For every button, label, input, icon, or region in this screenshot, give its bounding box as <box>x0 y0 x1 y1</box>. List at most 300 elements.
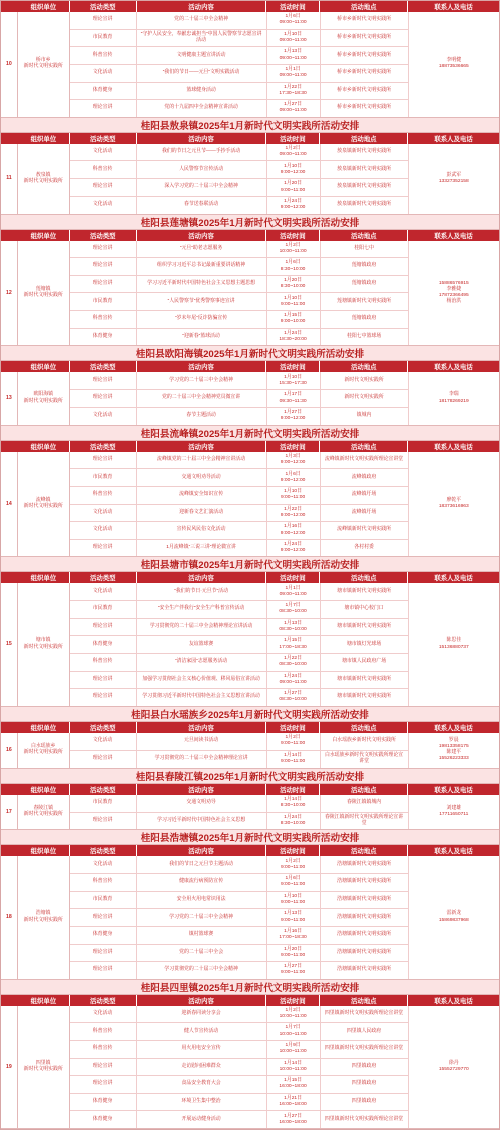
activity-location: 浩塘镇新时代文明实践所 <box>321 927 409 944</box>
table-row <box>70 909 409 927</box>
activity-location: 白水瑶族乡新时代文明实践所理论宣讲堂 <box>321 751 409 768</box>
activity-content: 健康流行病预防宣传 <box>137 874 267 891</box>
header-type: 活动类型 <box>70 722 137 733</box>
header-num <box>1 572 18 583</box>
activity-content: 我们的节日之元旦节——手抄手活动 <box>137 144 267 161</box>
header-org: 组织单位 <box>18 845 70 856</box>
table-row <box>70 329 409 346</box>
section-block <box>1 118 499 215</box>
header-time: 活动时间 <box>266 995 320 1006</box>
activity-location: 塘市镇灯光球场 <box>321 636 409 653</box>
row-number: 15 <box>1 583 18 705</box>
activity-type: 体育健身 <box>70 636 137 653</box>
activity-location: 流峰镇政府 <box>321 469 409 486</box>
contact-info: 彭武军 13327352158 <box>438 172 469 184</box>
activity-type: 市民教育 <box>70 601 137 618</box>
org-unit: 敖泉镇 新时代文明实践所 <box>18 144 70 214</box>
section-title: 桂阳县四里镇2025年1月新时代文明实践所活动安排 <box>1 980 499 995</box>
activity-time: 1月24日 09:00~11:00 <box>267 672 321 689</box>
section-block <box>1 980 499 1129</box>
activity-content: 篮球健身活动 <box>137 83 267 100</box>
table-row <box>70 1076 409 1094</box>
activity-location: 各村村委 <box>321 540 409 557</box>
activity-type: 理论宣讲 <box>70 179 137 196</box>
section-grid <box>1 1006 499 1128</box>
table-row <box>70 12 409 30</box>
activity-location: 塘市镇新时代文明实践所 <box>321 689 409 706</box>
activity-type: 科普宣传 <box>70 161 137 178</box>
activity-content: 学习党的二十届三中全会精神 <box>137 372 267 389</box>
section-grid <box>1 12 499 117</box>
header-org: 组织单位 <box>18 572 70 583</box>
activity-type: 体育健身 <box>70 83 137 100</box>
section-block <box>1 1 499 118</box>
header-org: 组织单位 <box>18 784 70 795</box>
activity-location: 桥市乡新时代文明实践所 <box>321 12 409 29</box>
activity-rows <box>70 1006 409 1128</box>
header-type: 活动类型 <box>70 1 137 12</box>
activity-location: 桂阳七中 <box>321 241 409 258</box>
table-row <box>70 179 409 197</box>
activity-time: 1月22日 17:30~18:30 <box>267 83 321 100</box>
section-block <box>1 707 499 769</box>
activity-type: 理论宣讲 <box>70 813 137 830</box>
header-num <box>1 845 18 856</box>
activity-type: 理论宣讲 <box>70 12 137 29</box>
header-type: 活动类型 <box>70 784 137 795</box>
table-row <box>70 1111 409 1128</box>
header-content: 活动内容 <box>137 1 267 12</box>
org-unit: 塘市镇 新时代文明实践所 <box>18 583 70 705</box>
activity-type: 理论宣讲 <box>70 372 137 389</box>
activity-content: 学习贯彻党的二十届三中全会精神理论宣讲活动 <box>137 619 267 636</box>
org-unit: 四里镇 新时代文明实践所 <box>18 1006 70 1128</box>
header-content: 活动内容 <box>137 361 267 372</box>
activity-location: 浩塘镇新时代文明实践所 <box>321 945 409 962</box>
contact-info: 雷新龙 15869837968 <box>438 911 469 923</box>
table-header <box>1 361 499 372</box>
activity-content: 学习贯彻党的二十届三中全会精神 <box>137 962 267 979</box>
activity-content: 人民警察节宣传活动 <box>137 161 267 178</box>
section-block <box>1 346 499 425</box>
activity-location: 白水瑶族乡新时代文明实践所 <box>321 733 409 750</box>
table-row <box>70 733 409 751</box>
table-row <box>70 1006 409 1024</box>
activity-location: 敖泉镇新时代文明实践所 <box>321 197 409 214</box>
header-type: 活动类型 <box>70 230 137 241</box>
activity-type: 理论宣讲 <box>70 276 137 293</box>
header-contact: 联系人及电话 <box>434 4 473 11</box>
header-location: 活动地点 <box>320 722 408 733</box>
activity-location: 浩塘镇新时代文明实践所 <box>321 909 409 926</box>
table-row <box>70 1041 409 1059</box>
activity-content: 我们的节日之元旦节主题活动 <box>137 856 267 873</box>
header-location: 活动地点 <box>320 845 408 856</box>
activity-content: “守护人民安全，奉献忠诚担当”中国人民警察节志愿宣讲活动 <box>137 30 267 47</box>
activity-location: 塘市镇人民政府广场 <box>321 654 409 671</box>
header-org: 组织单位 <box>18 722 70 733</box>
header-type: 活动类型 <box>70 133 137 144</box>
table-row <box>70 927 409 945</box>
activity-time: 1月6日 09:00~11:00 <box>267 12 321 29</box>
header-org: 组织单位 <box>18 133 70 144</box>
activity-type: 文化活动 <box>70 522 137 539</box>
activity-type: 理论宣讲 <box>70 689 137 706</box>
activity-time: 1月27日 16:00~18:00 <box>267 1111 321 1128</box>
activity-content: 组织学习习近平总书记最新重要讲话精神 <box>137 258 267 275</box>
activity-time: 1月17日 09:30~11:30 <box>267 390 321 407</box>
header-time: 活动时间 <box>266 361 320 372</box>
activity-location: 塘市镇新时代文明实践所 <box>321 619 409 636</box>
activity-type: 科普宣传 <box>70 487 137 504</box>
activity-content: “元旦”助老志愿服务 <box>137 241 267 258</box>
table-row <box>70 276 409 294</box>
header-time: 活动时间 <box>266 133 320 144</box>
activity-content: 党的二十届三中全会精神 <box>137 12 267 29</box>
activity-type: 理论宣讲 <box>70 962 137 979</box>
activity-type: 科普宣传 <box>70 654 137 671</box>
activity-rows <box>70 241 409 346</box>
table-row <box>70 65 409 83</box>
header-content: 活动内容 <box>137 784 267 795</box>
activity-type: 文化活动 <box>70 505 137 522</box>
header-num <box>1 784 18 795</box>
table-row <box>70 540 409 557</box>
section-grid <box>1 856 499 978</box>
table-row <box>70 47 409 65</box>
header-contact: 联系人及电话 <box>434 724 473 732</box>
table-header <box>1 441 499 452</box>
header-location: 活动地点 <box>320 784 408 795</box>
activity-time: 1月20日 9:00~11:00 <box>267 945 321 962</box>
contact-info: 李明健 18873536665 <box>438 58 469 70</box>
activity-content: 友谊篮球赛 <box>137 636 267 653</box>
activity-type: 体育健身 <box>70 329 137 346</box>
activity-type: 市民教育 <box>70 30 137 47</box>
header-time: 活动时间 <box>266 784 320 795</box>
activity-type: 文化活动 <box>70 583 137 600</box>
org-unit: 浩塘镇 新时代文明实践所 <box>18 856 70 978</box>
org-unit: 桥市乡 新时代文明实践所 <box>18 12 70 117</box>
activity-location: 浩塘镇新时代文明实践所 <box>321 962 409 979</box>
header-location: 活动地点 <box>320 230 408 241</box>
activity-content: 加强学习贯彻社会主义核心价值观、移风易俗宣讲活动 <box>137 672 267 689</box>
org-unit: 流峰镇 新时代文明实践所 <box>18 452 70 557</box>
header-num <box>1 722 18 733</box>
table-row <box>70 197 409 214</box>
header-contact: 联系人及电话 <box>434 575 473 583</box>
activity-type: 体育健身 <box>70 1094 137 1111</box>
row-number: 16 <box>1 733 18 768</box>
header-content: 活动内容 <box>137 133 267 144</box>
activity-time: 1月15日 9:00~10:00 <box>267 311 321 328</box>
activity-type: 文化活动 <box>70 197 137 214</box>
activity-time: 1月10日 09:00~11:00 <box>267 30 321 47</box>
activity-location: 桥市乡新时代文明实践所 <box>321 30 409 47</box>
section-grid <box>1 733 499 768</box>
activity-content: 党的二十届三中全会 <box>137 945 267 962</box>
section-grid <box>1 372 499 424</box>
header-num <box>1 441 18 452</box>
activity-content: “迎新春”篮球活动 <box>137 329 267 346</box>
header-location: 活动地点 <box>320 361 408 372</box>
activity-time: 1月24日 8:30~10:00 <box>267 813 321 830</box>
activity-rows <box>70 733 409 768</box>
activity-content: 健人节宣传活动 <box>137 1023 267 1040</box>
activity-content: 学习贯彻党的二十届三中全会精神理论宣讲 <box>137 751 267 768</box>
activity-location: 浩塘镇新时代文明实践所 <box>321 874 409 891</box>
activity-content: 环境卫生集中整治 <box>137 1094 267 1111</box>
activity-time: 1月2日 9:00~11:00 <box>267 733 321 750</box>
activity-time: 1月10日 9:00~11:00 <box>267 487 321 504</box>
activity-location: 镇城内 <box>321 408 409 425</box>
activity-time: 1月2日 09:00~11:00 <box>267 144 321 161</box>
row-number: 14 <box>1 452 18 557</box>
activity-rows <box>70 12 409 117</box>
activity-type: 理论宣讲 <box>70 390 137 407</box>
activity-content: 宣传民风民俗文化活动 <box>137 522 267 539</box>
activity-location: 塘市镇新时代文明实践所 <box>321 672 409 689</box>
activity-rows <box>70 144 409 214</box>
activity-type: 理论宣讲 <box>70 452 137 469</box>
row-number: 17 <box>1 795 18 830</box>
activity-location: 浩塘镇新时代文明实践所 <box>321 892 409 909</box>
activity-location: 流峰镇新时代文明实践所理论宣讲堂 <box>321 452 409 469</box>
header-contact: 联系人及电话 <box>434 848 473 856</box>
activity-time: 1月24日 18:30~20:00 <box>267 329 321 346</box>
section-title: 桂阳县流峰镇2025年1月新时代文明实践所活动安排 <box>1 426 499 441</box>
org-unit: 舂陵江镇 新时代文明实践所 <box>18 795 70 830</box>
activity-time: 1月10日 9:00~11:00 <box>267 892 321 909</box>
activity-time: 1月13日 08:30~10:00 <box>267 619 321 636</box>
activity-type: 文化活动 <box>70 733 137 750</box>
activity-location: 四里镇人民政府 <box>321 1023 409 1040</box>
activity-content: 开展运动健身活动 <box>137 1111 267 1128</box>
activity-time: 1月2日 10:00~11:00 <box>267 1006 321 1023</box>
activity-type: 市民教育 <box>70 892 137 909</box>
org-unit: 莲塘镇 新时代文明实践所 <box>18 241 70 346</box>
activity-time: 1月24日 9:00~12:00 <box>267 540 321 557</box>
activity-time: 1月15日 17:00~18:30 <box>267 636 321 653</box>
activity-location: 四里镇政府 <box>321 1094 409 1111</box>
header-org: 组织单位 <box>18 1 70 12</box>
activity-location: 舂陵江镇镇城内 <box>321 795 409 812</box>
activity-location: 塘市镇中心校门口 <box>321 601 409 618</box>
activity-content: 深入学习党的二十届三中全会精神 <box>137 179 267 196</box>
activity-location: 桥市乡新时代文明实践所 <box>321 47 409 64</box>
header-location: 活动地点 <box>320 1 408 12</box>
section-block <box>1 557 499 706</box>
activity-type: 科普宣传 <box>70 311 137 328</box>
activity-time: 1月14日 9:00~11:00 <box>267 751 321 768</box>
table-header <box>1 845 499 856</box>
activity-rows <box>70 795 409 830</box>
table-row <box>70 945 409 963</box>
table-row <box>70 892 409 910</box>
activity-content: 元旦间读书活动 <box>137 733 267 750</box>
section-title: 桂阳县塘市镇2025年1月新时代文明实践所活动安排 <box>1 557 499 572</box>
activity-type: 理论宣讲 <box>70 1059 137 1076</box>
header-content: 活动内容 <box>137 230 267 241</box>
activity-rows <box>70 856 409 978</box>
row-number: 19 <box>1 1006 18 1128</box>
activity-location: 四里镇政府 <box>321 1076 409 1093</box>
activity-content: 春节主题活动 <box>137 408 267 425</box>
table-header <box>1 133 499 144</box>
contact-info: 罗晨 19813358175 陈建平 15526223333 <box>438 737 469 762</box>
activity-location: 浩塘镇新时代文明实践所 <box>321 856 409 873</box>
activity-content: 迎新春文艺汇演活动 <box>137 505 267 522</box>
table-row <box>70 636 409 654</box>
table-row <box>70 83 409 101</box>
activity-type: 文化活动 <box>70 1006 137 1023</box>
contact-info: 廖乾平 18373616963 <box>438 497 469 510</box>
header-time: 活动时间 <box>266 230 320 241</box>
org-unit: 欧阳海镇 新时代文明实践所 <box>18 372 70 424</box>
activity-time: 1月27日 9:00~11:00 <box>267 962 321 979</box>
table-row <box>70 258 409 276</box>
activity-time: 1月7日 08:30~10:00 <box>267 601 321 618</box>
table-row <box>70 795 409 813</box>
activity-location: 桥市乡新时代文明实践所 <box>321 65 409 82</box>
table-header <box>1 1 499 12</box>
activity-time: 1月10日 9:00~12:00 <box>267 161 321 178</box>
activity-content: “清洁家园”志愿服务活动 <box>137 654 267 671</box>
activity-time: 1月7日 10:00~11:00 <box>267 1023 321 1040</box>
table-row <box>70 1059 409 1077</box>
activity-type: 体育健身 <box>70 927 137 944</box>
section-block <box>1 830 499 979</box>
header-content: 活动内容 <box>137 572 267 583</box>
activity-location: 莲塘镇政府 <box>321 258 409 275</box>
table-row <box>70 505 409 523</box>
table-row <box>70 654 409 672</box>
activity-time: 1月13日 9:00~11:00 <box>267 909 321 926</box>
header-num <box>1 361 18 372</box>
activity-location: 莲塘镇政府 <box>321 311 409 328</box>
table-row <box>70 1023 409 1041</box>
activity-type: 市民教育 <box>70 293 137 310</box>
activity-time: 1月3日 9:00~12:00 <box>267 452 321 469</box>
activity-type: 理论宣讲 <box>70 945 137 962</box>
contact-info: 刘建雄 17711650711 <box>439 805 469 818</box>
contact-info: 陈思佳 15136880737 <box>438 638 469 650</box>
activity-location: 流峰镇新时代文明实践所 <box>321 522 409 539</box>
contact-info: 李瑞 18178269219 <box>438 392 469 404</box>
header-org: 组织单位 <box>18 995 70 1006</box>
activity-time: 1月27日 9:00~12:00 <box>267 408 321 425</box>
table-header <box>1 572 499 583</box>
activity-content: “人民警察节”优秀警察事迹宣讲 <box>137 293 267 310</box>
activity-location: 新时代文明实践所 <box>321 390 409 407</box>
activity-type: 体育健身 <box>70 1111 137 1128</box>
activity-type: 科普宣传 <box>70 1023 137 1040</box>
activity-type: 理论宣讲 <box>70 1076 137 1093</box>
activity-type: 理论宣讲 <box>70 751 137 768</box>
table-row <box>70 390 409 408</box>
activity-time: 1月2日 10:00~11:00 <box>267 241 321 258</box>
activity-content: 食品安全教育大会 <box>137 1076 267 1093</box>
activity-time: 1月1日 09:00~11:00 <box>267 583 321 600</box>
header-type: 活动类型 <box>70 845 137 856</box>
row-number: 13 <box>1 372 18 424</box>
activity-content: 学习习近平新时代中国特色社会主义思想 <box>137 813 267 830</box>
activity-content: 1月流峰镇“三说三讲”理论微宣讲 <box>137 540 267 557</box>
activity-time: 1月10日 15:30~17:30 <box>267 372 321 389</box>
activity-location: 敖泉镇新时代文明实践所 <box>321 179 409 196</box>
activity-location: 莲塘镇政府 <box>321 276 409 293</box>
activity-time: 1月1日 09:00~11:00 <box>267 65 321 82</box>
activity-time: 1月20日 9:00~11:00 <box>267 179 321 196</box>
table-row <box>70 30 409 48</box>
section-grid <box>1 583 499 705</box>
activity-rows <box>70 452 409 557</box>
activity-time: 1月6日 9:00~11:00 <box>267 874 321 891</box>
activity-time: 1月22日 9:00~12:00 <box>267 505 321 522</box>
header-type: 活动类型 <box>70 572 137 583</box>
activity-content: 学习党的二十届三中全会精神 <box>137 909 267 926</box>
activity-time: 1月22日 08:30~10:00 <box>267 654 321 671</box>
activity-content: 春节送春联活动 <box>137 197 267 214</box>
table-row <box>70 293 409 311</box>
activity-location: 流峰镇圩场 <box>321 505 409 522</box>
activity-location: 桂阳七中篮球场 <box>321 329 409 346</box>
section-block <box>1 769 499 831</box>
activity-content: 学习习近平新时代中国特色社会主义思想主题思想 <box>137 276 267 293</box>
activity-content: “岁末年尾”反诈防骗宣传 <box>137 311 267 328</box>
activity-location: 四里镇新时代文明实践所理论宣讲堂 <box>321 1041 409 1058</box>
table-row <box>70 522 409 540</box>
activity-time: 1月15日 16:00~18:00 <box>267 1076 321 1093</box>
activity-location: 新时代文明实践所 <box>321 372 409 389</box>
section-title: 桂阳县舂陵江镇2025年1月新时代文明实践所活动安排 <box>1 769 499 784</box>
table-row <box>70 856 409 874</box>
activity-type: 理论宣讲 <box>70 241 137 258</box>
table-row <box>70 1094 409 1112</box>
activity-time: 1月14日 10:00~11:00 <box>267 1059 321 1076</box>
table-row <box>70 469 409 487</box>
activity-type: 市民教育 <box>70 795 137 812</box>
org-unit: 白水瑶族乡 新时代文明实践所 <box>18 733 70 768</box>
activity-location: 桥市乡新时代文明实践所 <box>321 100 409 117</box>
activity-type: 科普宣传 <box>70 47 137 64</box>
activity-time: 1月16日 17:00~18:30 <box>267 927 321 944</box>
activity-location: 敖泉镇新时代文明实践所 <box>321 144 409 161</box>
table-row <box>70 689 409 706</box>
header-location: 活动地点 <box>320 995 408 1006</box>
header-type: 活动类型 <box>70 441 137 452</box>
activity-type: 理论宣讲 <box>70 100 137 117</box>
activity-content: 党的十九届四中全会精神宣讲活动 <box>137 100 267 117</box>
activity-location: 四里镇政府 <box>321 1059 409 1076</box>
table-header <box>1 995 499 1006</box>
header-type: 活动类型 <box>70 995 137 1006</box>
activity-time: 1月27日 08:30~10:00 <box>267 689 321 706</box>
activity-time: 1月6日 8:30~10:00 <box>267 258 321 275</box>
activity-content: 流峰镇党的二十届三中全会精神宣讲活动 <box>137 452 267 469</box>
section-grid <box>1 452 499 557</box>
header-num <box>1 995 18 1006</box>
header-location: 活动地点 <box>320 133 408 144</box>
table-row <box>70 583 409 601</box>
section-block <box>1 426 499 558</box>
activity-time: 1月16日 9:00~12:00 <box>267 522 321 539</box>
header-time: 活动时间 <box>266 1 320 12</box>
header-content: 活动内容 <box>137 995 267 1006</box>
activity-content: “安全生产伴我行”安全生产科普宣传活动 <box>137 601 267 618</box>
activity-time: 1月20日 8:30~10:00 <box>267 276 321 293</box>
activity-type: 文化活动 <box>70 144 137 161</box>
